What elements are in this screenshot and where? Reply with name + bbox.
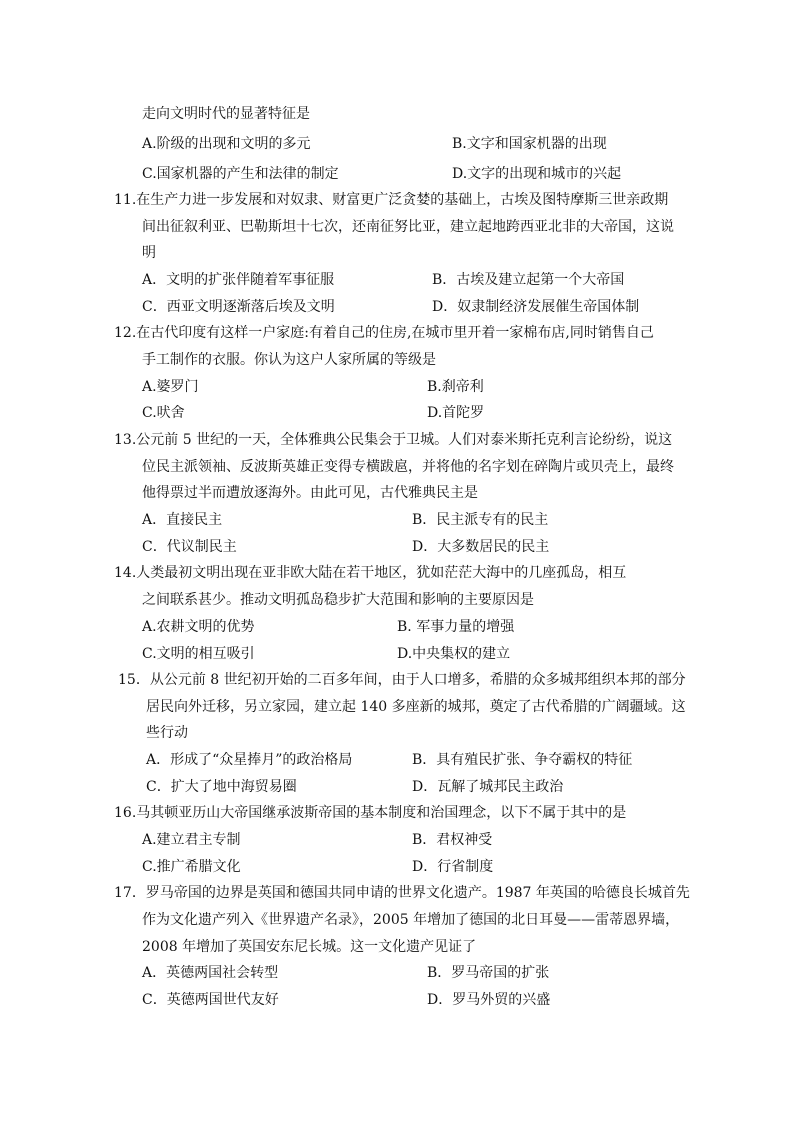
question-14-option-b: B. 军事力量的增强 [397,619,515,635]
question-16-option-a: A.建立君主专制 [142,832,241,848]
question-12-option-c: C.吠舍 [142,405,185,421]
question-16-option-b: B．君权神受 [412,832,493,848]
question-12-option-b: B.刹帝利 [427,379,484,395]
question-17-option-c: C．英德两国世代友好 [142,992,279,1008]
question-13-stem-line-2: 位民主派领袖、反波斯英雄正变得专横跋扈，并将他的名字划在碎陶片或贝壳上，最终 [142,459,674,475]
question-11-option-a: A．文明的扩张伴随着军事征服 [142,272,335,288]
question-17-stem-line-1: 17．罗马帝国的边界是英国和德国共同申请的世界文化遗产。1987 年英国的哈德良长城首先 [114,885,690,901]
question-14-stem-line-1: 14.人类最初文明出现在亚非欧大陆在若干地区，犹如茫茫大海中的几座孤岛，相互 [114,565,627,581]
question-12-option-a: A.婆罗门 [142,379,199,395]
question-10-stem-continued: 走向文明时代的显著特征是 [142,106,310,122]
question-12-option-d: D.首陀罗 [427,405,485,421]
question-11-stem-line-1: 11.在生产力进一步发展和对奴隶、财富更广泛贪婪的基础上，古埃及图特摩斯三世亲政期 [114,192,669,208]
question-15-stem-line-2: 居民向外迁移，另立家园，建立起 140 多座新的城邦，奠定了古代希腊的广阔疆域。这 [146,699,686,715]
question-10-option-a: A.阶级的出现和文明的多元 [142,136,311,152]
question-13-option-a: A．直接民主 [142,512,223,528]
question-17-stem-line-3: 2008 年增加了英国安东尼长城。这一文化遗产见证了 [142,939,477,955]
question-15-stem-line-3: 些行动 [146,725,188,741]
question-14-option-c: C.文明的相互吸引 [142,646,255,662]
question-11-stem-line-2: 间出征叙利亚、巴勒斯坦十七次，还南征努比亚，建立起地跨西亚北非的大帝国，这说 [142,219,674,235]
question-11-option-b: B．古埃及建立起第一个大帝国 [432,272,625,288]
question-12-stem-line-2: 手工制作的衣服。你认为这户人家所属的等级是 [142,352,436,368]
question-11-stem-line-3: 明 [142,245,156,261]
question-13-option-d: D．大多数居民的民主 [412,539,550,555]
question-16-option-c: C.推广希腊文化 [142,859,241,875]
question-17-option-a: A．英德两国社会转型 [142,965,279,981]
question-15-option-c: C．扩大了地中海贸易圈 [146,779,297,795]
question-12-stem-line-1: 12.在古代印度有这样一户家庭:有着自己的住房,在城市里开着一家棉布店,同时销售自己 [114,325,654,341]
question-11-option-c: C．西亚文明逐渐落后埃及文明 [142,299,335,315]
question-15-option-b: B．具有殖民扩张、争夺霸权的特征 [412,752,633,768]
question-10-option-d: D.文字的出现和城市的兴起 [452,166,622,182]
question-11-option-d: D．奴隶制经济发展催生帝国体制 [432,299,640,315]
question-14-option-d: D.中央集权的建立 [397,646,511,662]
question-17-stem-line-2: 作为文化遗产列入《世界遗产名录》，2005 年增加了德国的北日耳曼——雷蒂恩界墙， [142,912,680,928]
question-16-stem-line-1: 16.马其顿亚历山大帝国继承波斯帝国的基本制度和治国理念，以下不属于其中的是 [114,805,627,821]
question-14-stem-line-2: 之间联系甚少。推动文明孤岛稳步扩大范围和影响的主要原因是 [142,592,534,608]
question-13-stem-line-1: 13.公元前 5 世纪的一天，全体雅典公民集会于卫城。人们对泰米斯托克利言论纷纷，说这 [114,432,673,448]
question-17-option-b: B．罗马帝国的扩张 [427,965,550,981]
question-15-stem-line-1: 15．从公元前 8 世纪初开始的二百多年间，由于人口增多，希腊的众多城邦组织本邦的部分 [118,672,686,688]
question-10-option-b: B.文字和国家机器的出现 [452,136,607,152]
question-13-stem-line-3: 他得票过半而遭放逐海外。由此可见，古代雅典民主是 [142,485,478,501]
question-10-option-c: C.国家机器的产生和法律的制定 [142,166,339,182]
question-13-option-c: C．代议制民主 [142,539,237,555]
question-17-option-d: D．罗马外贸的兴盛 [427,992,551,1008]
question-13-option-b: B．民主派专有的民主 [412,512,549,528]
question-16-option-d: D．行省制度 [412,859,494,875]
question-14-option-a: A.农耕文明的优势 [142,619,255,635]
question-15-option-a: A．形成了“众星捧月”的政治格局 [146,752,353,768]
question-15-option-d: D．瓦解了城邦民主政治 [412,779,564,795]
